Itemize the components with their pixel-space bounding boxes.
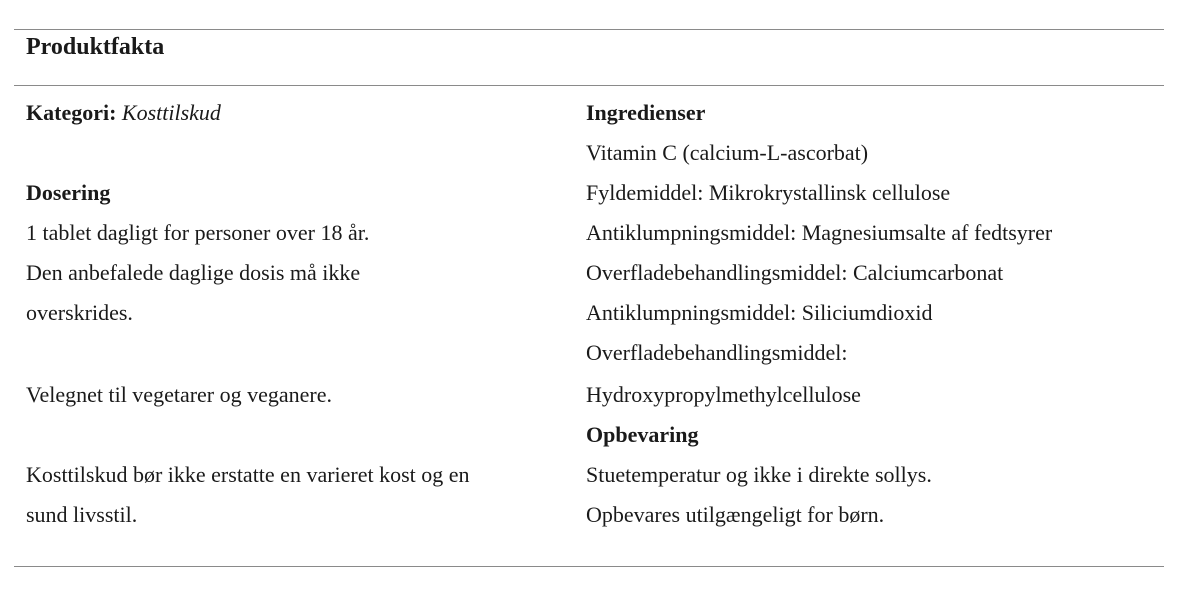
disclaimer-line: Kosttilskud bør ikke erstatte en varieret kost og en xyxy=(26,462,470,487)
spacer xyxy=(26,415,571,455)
storage-heading: Opbevaring xyxy=(586,422,699,447)
disclaimer-line: sund livsstil. xyxy=(26,502,138,527)
suitability-text: Velegnet til vegetarer og veganere. xyxy=(26,382,333,407)
ingredients-heading: Ingredienser xyxy=(586,100,706,125)
category-line xyxy=(26,93,571,133)
header-divider xyxy=(14,85,1164,86)
ingredient-line: Overfladebehandlingsmiddel: Calciumcarbonat xyxy=(586,260,1004,285)
dosage-line: overskrides. xyxy=(26,300,133,325)
dosage-line: Den anbefalede daglige dosis må ikke xyxy=(26,260,361,285)
left-column xyxy=(26,93,571,535)
top-divider xyxy=(14,29,1164,30)
ingredient-line: Overfladebehandlingsmiddel: xyxy=(586,340,848,365)
storage-line: Stuetemperatur og ikke i direkte sollys. xyxy=(586,462,932,487)
storage-line: Opbevares utilgængeligt for børn. xyxy=(586,502,885,527)
ingredient-line: Antiklumpningsmiddel: Magnesiumsalte af fedtsyrer xyxy=(586,220,1053,245)
dosage-heading: Dosering xyxy=(26,180,111,205)
bottom-divider xyxy=(14,566,1164,567)
ingredient-line: Vitamin C (calcium-L-ascorbat) xyxy=(586,140,869,165)
right-column xyxy=(586,93,1166,535)
category-value: Kosttilskud xyxy=(121,100,221,125)
dosage-line: 1 tablet dagligt for personer over 18 år. xyxy=(26,220,370,245)
spacer xyxy=(26,333,571,375)
category-label: Kategori: xyxy=(26,100,117,125)
spacer xyxy=(26,133,571,173)
page-title: Produktfakta xyxy=(26,34,165,60)
ingredient-line: Hydroxypropylmethylcellulose xyxy=(586,382,861,407)
ingredient-line: Fyldemiddel: Mikrokrystallinsk cellulose xyxy=(586,180,951,205)
ingredient-line: Antiklumpningsmiddel: Siliciumdioxid xyxy=(586,300,933,325)
